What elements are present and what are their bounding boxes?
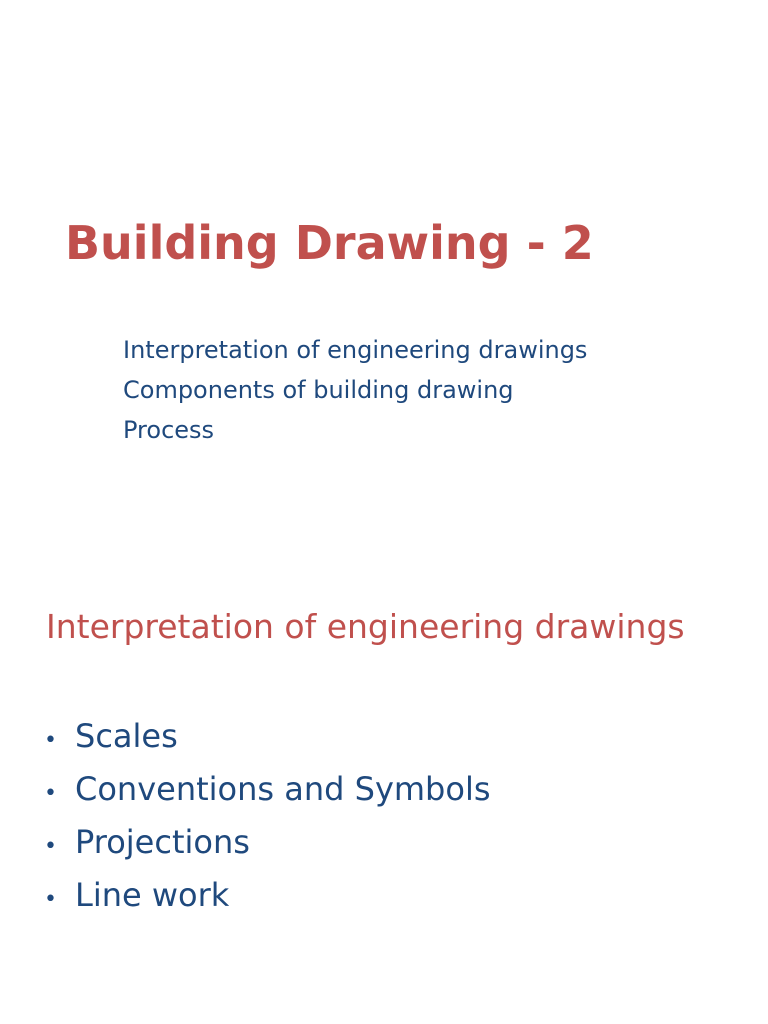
bullet-text: Scales [75,717,178,755]
bullet-icon: • [44,834,57,859]
subtitle-item: Interpretation of engineering drawings [123,336,588,364]
subtitle-item: Process [123,416,215,444]
bullet-item [44,871,491,924]
bullet-text: Conventions and Symbols [75,770,491,808]
bullet-text: Line work [75,876,230,914]
bullet-text: Projections [75,823,250,861]
bullet-item [44,818,491,871]
subtitle-list [123,330,587,450]
section-title: Interpretation of engineering drawings [46,607,685,646]
content-slide [0,512,768,1024]
bullet-item [44,712,491,765]
main-title: Building Drawing - 2 [65,216,594,270]
bullet-item [44,765,491,818]
bullet-icon: • [44,887,57,912]
subtitle-item: Components of building drawing [123,376,514,404]
bullet-icon: • [44,781,57,806]
bullet-list [44,712,491,924]
bullet-icon: • [44,728,57,753]
